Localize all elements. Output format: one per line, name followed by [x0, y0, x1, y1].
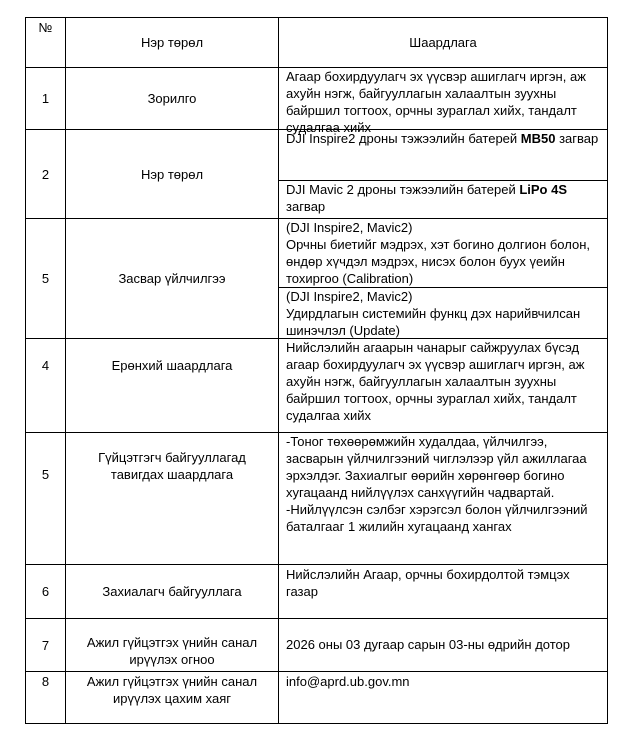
text: загвар — [286, 199, 326, 214]
device-list: (DJI Inspire2, Mavic2) — [286, 220, 413, 235]
row-4-number — [26, 339, 65, 391]
row-name-text: Гүйцэтгэгч байгууллагад тавигдах шаардлага — [98, 450, 246, 482]
row-1-requirement: Агаар бохирдуулагч эх үүсвэр ашиглагч иргэн, аж ахуйн нэгж, байгууллагын халаалтын зуухны байршил тогтоох, орчны зураглал хийх, тандалт судалгаа хийх — [286, 69, 586, 135]
model-name: LiPo 4S — [519, 182, 568, 197]
row-2-requirement-b — [279, 181, 607, 215]
row-3-number — [26, 219, 65, 338]
device-list: (DJI Inspire2, Mavic2) — [286, 289, 413, 304]
row-5-requirement — [279, 433, 607, 535]
row-6-number — [26, 565, 65, 618]
row-2-requirement-a — [279, 130, 607, 147]
row-1-name — [66, 68, 278, 129]
row-divider — [25, 671, 608, 672]
row-6-requirement: Нийслэлийн Агаар, орчны бохирдолтой тэмцэх газар — [286, 567, 570, 599]
row-8-number: 8 — [41, 674, 50, 689]
text: -Тоног төхөөрөмжийн худалдаа, үйлчилгээ, засварын үйлчилгээний чиглэлээр үйл ажиллагаа эрхэлдэг. Захиалгыг өөрийн хөрөнгөөр богино хугацаанд нийлүүлэх санхүүгийн чадвартай. — [286, 434, 587, 500]
row-number-text: 7 — [41, 637, 50, 653]
row-name-text: Нэр төрөл — [140, 166, 204, 182]
row-number-text: 6 — [41, 584, 50, 599]
row-7-name — [66, 634, 278, 668]
header-number: № — [38, 20, 53, 35]
row-name-text: Захиалагч байгууллага — [102, 584, 242, 599]
row-number-text: 5 — [41, 466, 50, 482]
text: -Нийлүүлсэн сэлбэг хэрэгсэл болон үйлчилгээний баталгааг 1 жилийн хугацаанд хангах — [286, 502, 588, 534]
row-name-text: Засвар үйлчилгээ — [118, 271, 226, 286]
row-5-number — [26, 433, 65, 515]
row-number-text: 2 — [41, 166, 50, 182]
row-3-name — [66, 219, 278, 338]
model-name: MB50 — [520, 131, 556, 146]
row-divider — [25, 618, 608, 619]
row-4-name — [66, 339, 278, 391]
row-1-number — [26, 68, 65, 129]
header-requirement-text: Шаардлага — [409, 35, 477, 50]
text: Удирдлагын системийн функц дэх нарийвчилсан шинэчлэл (Update) — [286, 306, 581, 338]
header-name-text: Нэр төрөл — [140, 35, 204, 50]
row-name-text: Зорилго — [147, 91, 197, 106]
row-3-requirement-a — [279, 219, 607, 287]
row-number-text: 5 — [41, 271, 50, 286]
text: DJI Mavic 2 дроны тэжээлийн батерей — [286, 182, 520, 197]
row-name-text: Ажил гүйцэтгэх үнийн санал ирүүлэх огноо — [86, 635, 258, 667]
row-6-name — [66, 565, 278, 618]
row-8-requirement: info@aprd.ub.gov.mn — [286, 674, 410, 689]
row-2-name — [66, 130, 278, 218]
row-number-text: 1 — [41, 91, 50, 106]
row-7-requirement: 2026 оны 03 дугаар сарын 03-ны өдрийн дотор — [286, 637, 570, 652]
row-8-name — [66, 673, 278, 707]
row-name-text: Ерөнхий шаардлага — [111, 357, 233, 373]
row-5-name — [66, 433, 278, 499]
text: загвар — [555, 131, 599, 146]
header-requirement — [279, 18, 607, 67]
text: DJI Inspire2 дроны тэжээлийн батерей — [286, 131, 521, 146]
row-3-requirement-b — [279, 288, 607, 339]
row-name-text: Ажил гүйцэтгэх үнийн санал ирүүлэх цахим хаяг — [86, 674, 258, 706]
text: Орчны биетийг мэдрэх, хэт богино долгион болон, өндөр хүчдэл мэдрэх, нисэх болон буух үеийн тохиргоо (Calibration) — [286, 237, 591, 286]
row-number-text: 4 — [41, 357, 50, 373]
row-4-requirement: Нийслэлийн агаарын чанарыг сайжруулах бүсэд агаар бохирдуулагч эх үүсвэр ашиглагч иргэн, аж ахуйн нэгж, байгууллагын халаалтын зуухны байршил тогтоох, орчны зураглал хийх, тандалт судалгаа хийх — [286, 340, 585, 423]
row-7-number — [26, 619, 65, 671]
header-name — [66, 18, 278, 67]
row-2-number — [26, 130, 65, 218]
